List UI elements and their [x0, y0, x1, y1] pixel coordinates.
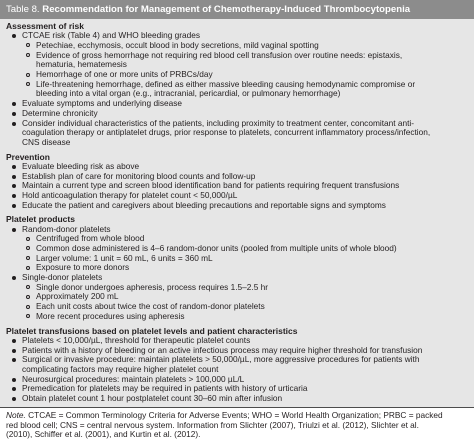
list-item-text: Establish plan of care for monitoring blood counts and follow-up — [22, 170, 256, 181]
list-item-text: Surgical or invasive procedure: maintain platelets > 50,000/µL, more aggressive procedures for patients with — [22, 354, 420, 365]
list-item-text: Each unit costs about twice the cost of random-donor platelets — [36, 301, 265, 312]
list-item-text: Common dose administered is 4–6 random-donor units (pooled from multiple units of whole blood) — [36, 242, 397, 253]
sub-list-item — [6, 312, 468, 322]
note-label: Note. — [6, 409, 26, 420]
list-item — [6, 119, 468, 148]
table-note — [0, 408, 474, 440]
note-line — [6, 430, 468, 440]
note-text: red blood cell; CNS = central nervous system. Information from Slichter (2007), Triulzi et al. (2012), Slichter et al. — [6, 419, 419, 430]
section-heading: Prevention — [6, 151, 50, 162]
list-item-text: Obtain platelet count 1 hour postplatelet count 30–60 min after infusion — [22, 393, 283, 404]
section-heading: Platelet products — [6, 214, 75, 225]
list-item-text: Centrifuged from whole blood — [36, 233, 145, 244]
list-item-text: coagulation therapy or antiplatelet drugs, prior response to platelets, concurrent inflammatory process/infection, — [22, 127, 431, 138]
sub-list-item — [6, 80, 468, 99]
list-item-text: Hold anticoagulation therapy for platelet count < 50,000/µL — [22, 189, 238, 200]
list-item-text: Educate the patient and caregivers about bleeding precautions and reportable signs and symptoms — [22, 199, 386, 210]
list-item — [6, 394, 468, 404]
section-list — [6, 336, 468, 404]
list-item-text: Evaluate symptoms and underlying disease — [22, 98, 183, 109]
list-item-text: Random-donor platelets — [22, 223, 111, 234]
list-item-text: Evidence of gross hemorrhage not requiring red blood cell transfusion over routine needs: epistaxis, — [36, 49, 403, 60]
list-item-text: Petechiae, ecchymosis, occult blood in body secretions, mild vaginal spotting — [36, 39, 319, 50]
table-caption — [0, 0, 474, 19]
list-item-text: Life-threatening hemorrhage, defined as either massive bleeding causing hemodynamic compromise or — [36, 78, 416, 89]
note-text: (2010), Schiffer et al. (2001), and Kurtin et al. (2012). — [6, 429, 201, 440]
table-body — [0, 19, 474, 408]
section-heading: Assessment of risk — [6, 21, 84, 31]
list-item-text: bleeding into a vital organ (e.g., intracranial, pericardial, or pulmonary hemorrhage) — [36, 88, 341, 99]
table-number: Table 8. — [6, 4, 43, 15]
section-heading: Platelet transfusions based on platelet levels and patient characteristics — [6, 325, 298, 336]
list-item-text: More recent procedures using apheresis — [36, 310, 185, 321]
section-list — [6, 225, 468, 322]
table-title: Recommendation for Management of Chemotherapy-Induced Thrombocytopenia — [42, 4, 411, 15]
list-item-text: Consider individual characteristics of the patients, including proximity to treatment center, concomitant anti- — [22, 117, 414, 128]
list-item-text: complicating factors may require higher platelet count — [22, 363, 219, 374]
list-item-text: Single donor undergoes apheresis, process requires 1.5–2.5 hr — [36, 281, 268, 292]
list-item-text: hematuria, hematemesis — [36, 59, 127, 70]
list-item-text: Hemorrhage of one or more units of PRBCs/day — [36, 69, 213, 80]
list-item-text: Exposure to more donors — [36, 262, 130, 273]
list-item-text: Premedication for platelets may be required in patients with history of urticaria — [22, 383, 308, 394]
list-item-text: Maintain a current type and screen blood identification band for patients requiring frequent transfusions — [22, 180, 400, 191]
list-item — [6, 355, 468, 374]
list-item-text: Single-donor platelets — [22, 272, 103, 283]
list-item-text: Platelets < 10,000/µL, threshold for therapeutic platelet counts — [22, 334, 251, 345]
section-list — [6, 162, 468, 211]
list-item-text: CNS disease — [22, 136, 71, 147]
list-item-text: Patients with a history of bleeding or an active infectious process may require higher threshold for transfusion — [22, 344, 423, 355]
list-item-text: Evaluate bleeding risk as above — [22, 160, 140, 171]
list-item-text: Neurosurgical procedures: maintain platelets > 100,000 µL/L — [22, 373, 245, 384]
list-item — [6, 201, 468, 211]
list-item-text: Determine chronicity — [22, 107, 98, 118]
list-item-text: Approximately 200 mL — [36, 291, 119, 302]
list-item-text: Larger volume: 1 unit = 60 mL, 6 units = 360 mL — [36, 252, 213, 263]
section-list — [6, 31, 468, 147]
note-text: CTCAE = Common Terminology Criteria for Adverse Events; WHO = World Health Organization; PRBC = packed — [25, 409, 443, 420]
sub-list-item — [6, 51, 468, 70]
list-item-text: CTCAE risk (Table 4) and WHO bleeding grades — [22, 30, 200, 41]
